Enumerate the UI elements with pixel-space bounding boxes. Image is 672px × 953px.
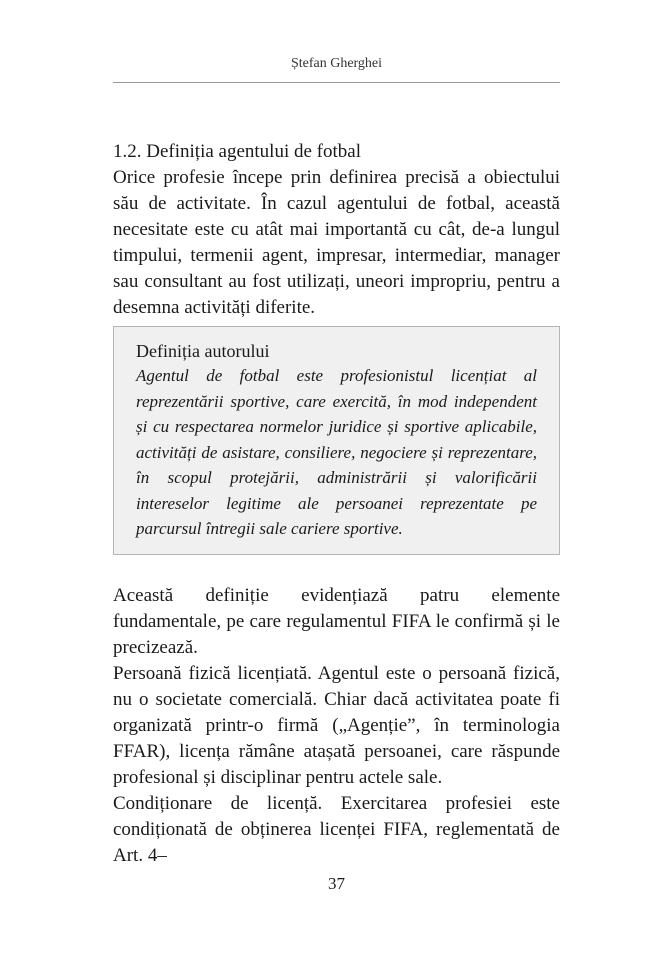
intro-paragraph: Orice profesie începe prin definirea precisă a obiectului său de activitate. În cazul agentului de fotbal, această necesitate este cu atât mai importantă cu cât, de-a lungul timpului, termenii agent, impresar, intermediar, manager sau consultant au fost utilizați, uneori impropriu, pentru a desemna activități diferite. [113, 167, 560, 318]
spacer [113, 555, 560, 583]
page-content [113, 139, 560, 869]
callout-text: Agentul de fotbal este profesionistul licențiat al reprezentării sportive, care exercită, în mod independent și cu respectarea normelor juridice și sportive aplicabile, activități de asistare, consiliere, negociere și reprezentare, în scopul protejării, administrării și valorificării intereselor legitime ale persoanei reprezentate pe parcursul întregii sale cariere sportive. [136, 366, 537, 538]
body-paragraph-1: Această definiție evidențiază patru elemente fundamentale, pe care regulamentul FIFA le confirmă și le precizează. [113, 584, 560, 658]
page-number: 37 [328, 874, 345, 893]
body-paragraph-2: Persoană fizică licențiată. Agentul este o persoană fizică, nu o societate comercială. Chiar dacă activitatea poate fi organizată printr-o firmă („Agenție”, în terminologia FFAR), licența rămâne atașată persoanei, care răspunde profesional și disciplinar pentru actele sale. [113, 662, 560, 788]
header-divider [113, 82, 560, 83]
callout-title: Definiția autorului [136, 341, 270, 361]
body-paragraph-3: Condiționare de licență. Exercitarea profesiei este condiționată de obținerea licenței FIFA, reglementată de Art. 4– [113, 792, 560, 866]
definition-callout [113, 326, 560, 555]
section-title: 1.2. Definiția agentului de fotbal [113, 141, 361, 162]
running-header: Ștefan Gherghei [290, 56, 383, 71]
